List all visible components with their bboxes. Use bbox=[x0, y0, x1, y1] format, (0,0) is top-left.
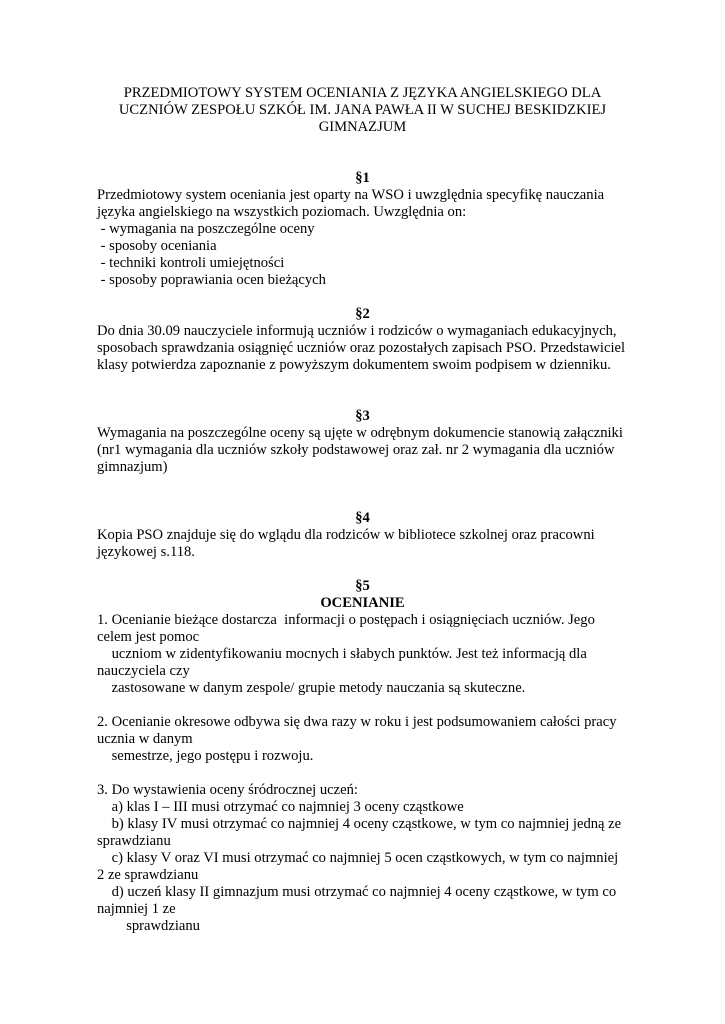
body-line: sprawdzianu bbox=[97, 918, 200, 934]
body-line: Wymagania na poszczególne oceny są ujęte w odrębnym dokumencie stanowią załączniki bbox=[97, 425, 623, 441]
body-line: ucznia w danym bbox=[97, 731, 193, 747]
body-line: klasy potwierdza zapoznanie z powyższym dokumentem swoim podpisem w dzienniku. bbox=[97, 357, 611, 373]
blank-line bbox=[97, 153, 628, 170]
body-line: zastosowane w danym zespole/ grupie metody nauczania są skuteczne. bbox=[97, 680, 526, 696]
document-body bbox=[97, 85, 628, 935]
body-line: 1. Ocenianie bieżące dostarcza informacji o postępach i osiągnięciach uczniów. Jego bbox=[97, 612, 595, 628]
body-line: sprawdzianu bbox=[97, 833, 171, 849]
body-line: - sposoby poprawiania ocen bieżących bbox=[97, 272, 326, 288]
body-line: (nr1 wymagania dla uczniów szkoły podstawowej oraz zał. nr 2 wymagania dla uczniów bbox=[97, 442, 615, 458]
body-line: b) klasy IV musi otrzymać co najmniej 4 oceny cząstkowe, w tym co najmniej jedną ze bbox=[97, 816, 622, 832]
body-line: Do dnia 30.09 nauczyciele informują uczniów i rodziców o wymaganiach edukacyjnych, bbox=[97, 323, 617, 339]
body-line: Kopia PSO znajduje się do wglądu dla rodziców w bibliotece szkolnej oraz pracowni bbox=[97, 527, 595, 543]
body-line: sposobach sprawdzania osiągnięć uczniów oraz pozostałych zapisach PSO. Przedstawiciel bbox=[97, 340, 626, 356]
title-line: UCZNIÓW ZESPOŁU SZKÓŁ IM. JANA PAWŁA II W SUCHEJ BESKIDZKIEJ bbox=[118, 102, 607, 118]
title-line: PRZEDMIOTOWY SYSTEM OCENIANIA Z JĘZYKA ANGIELSKIEGO DLA bbox=[123, 85, 602, 101]
blank-line bbox=[97, 697, 628, 714]
body-line: 2 ze sprawdzianu bbox=[97, 867, 199, 883]
body-line: c) klasy V oraz VI musi otrzymać co najmniej 5 ocen cząstkowych, w tym co najmniej bbox=[97, 850, 619, 866]
body-line: uczniom w zidentyfikowaniu mocnych i słabych punktów. Jest też informacją dla bbox=[97, 646, 587, 662]
section-mark: §4 bbox=[355, 510, 370, 526]
body-line: języka angielskiego na wszystkich poziomach. Uwzględnia on: bbox=[97, 204, 467, 220]
section-mark: §2 bbox=[355, 306, 370, 322]
body-line: najmniej 1 ze bbox=[97, 901, 176, 917]
body-line: 2. Ocenianie okresowe odbywa się dwa razy w roku i jest podsumowaniem całości pracy bbox=[97, 714, 617, 730]
section-mark: §5 bbox=[355, 578, 370, 594]
blank-line bbox=[97, 493, 628, 510]
blank-line bbox=[97, 476, 628, 493]
body-line: 3. Do wystawienia oceny śródrocznej uczeń: bbox=[97, 782, 358, 798]
body-line: gimnazjum) bbox=[97, 459, 168, 475]
blank-line bbox=[97, 561, 628, 578]
body-line: nauczyciela czy bbox=[97, 663, 190, 679]
body-line: celem jest pomoc bbox=[97, 629, 200, 645]
blank-line bbox=[97, 391, 628, 408]
blank-line bbox=[97, 765, 628, 782]
blank-line bbox=[97, 136, 628, 153]
blank-line bbox=[97, 374, 628, 391]
blank-line bbox=[97, 289, 628, 306]
body-line: językowej s.118. bbox=[97, 544, 195, 560]
body-line: semestrze, jego postępu i rozwoju. bbox=[97, 748, 314, 764]
body-line: a) klas I – III musi otrzymać co najmniej 3 oceny cząstkowe bbox=[97, 799, 464, 815]
body-line: - techniki kontroli umiejętności bbox=[97, 255, 285, 271]
section-mark: §3 bbox=[355, 408, 370, 424]
section-mark: §1 bbox=[355, 170, 370, 186]
body-line: d) uczeń klasy II gimnazjum musi otrzymać co najmniej 4 oceny cząstkowe, w tym co bbox=[97, 884, 617, 900]
title-line: GIMNAZJUM bbox=[318, 119, 407, 135]
body-line: - wymagania na poszczególne oceny bbox=[97, 221, 315, 237]
section-heading: OCENIANIE bbox=[320, 595, 405, 611]
body-line: Przedmiotowy system oceniania jest oparty na WSO i uwzględnia specyfikę nauczania bbox=[97, 187, 605, 203]
body-line: - sposoby oceniania bbox=[97, 238, 217, 254]
